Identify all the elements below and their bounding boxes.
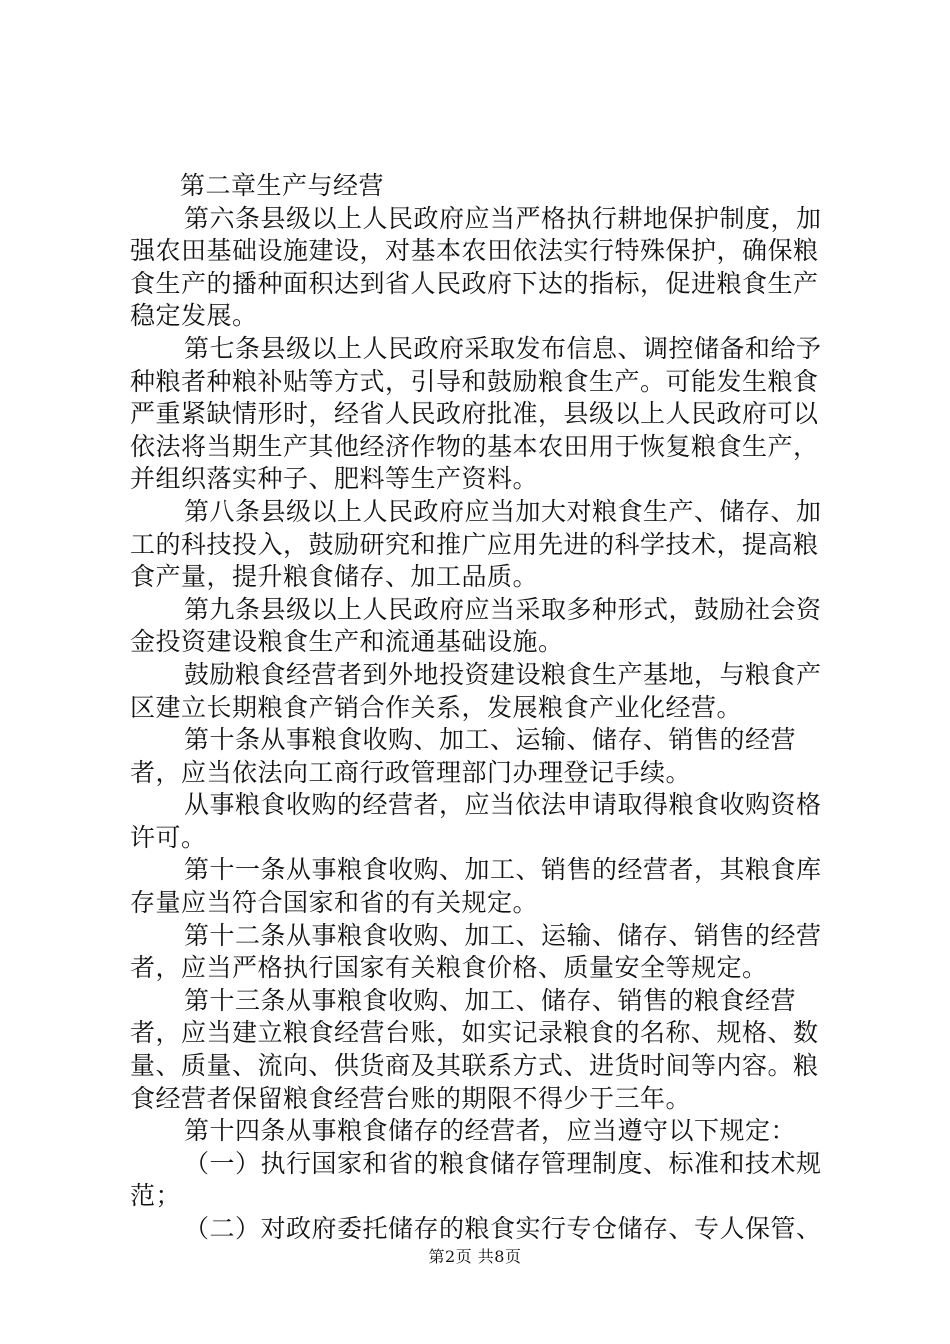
list-item: （二）对政府委托储存的粮食实行专仓储存、专人保管、 <box>184 1214 822 1243</box>
paragraph: 第十三条从事粮食收购、加工、储存、销售的粮食经营者，应当建立粮食经营台账，如实记录粮食的名称、规格、数量、质量、流向、供货商及其联系方式、进货时间等内容。粮食经营者保留粮食经营台账的期限不得少于三年。 <box>130 985 819 1113</box>
paragraph: 从事粮食收购的经营者，应当依法申请取得粮食收购资格许可。 <box>130 790 822 852</box>
paragraph: 第六条县级以上人民政府应当严格执行耕地保护制度，加强农田基础设施建设，对基本农田依法实行特殊保护，确保粮食生产的播种面积达到省人民政府下达的指标，促进粮食生产稳定发展。 <box>130 203 822 331</box>
page-indicator: 第2页 共8页 <box>428 1247 522 1266</box>
page-footer <box>0 1244 950 1267</box>
list-item: （一）执行国家和省的粮食储存管理制度、标准和技术规范； <box>130 1148 822 1211</box>
chapter-title: 第二章生产与经营 <box>180 171 385 200</box>
paragraph: 第八条县级以上人民政府应当加大对粮食生产、储存、加工的科技投入，鼓励研究和推广应用先进的科学技术，提高粮食产量，提升粮食储存、加工品质。 <box>130 496 822 592</box>
paragraph: 第十一条从事粮食收购、加工、销售的经营者，其粮食库存量应当符合国家和省的有关规定。 <box>130 855 822 918</box>
paragraph: 第十二条从事粮食收购、加工、运输、储存、销售的经营者，应当严格执行国家有关粮食价格、质量安全等规定。 <box>130 920 822 983</box>
paragraph: 第七条县级以上人民政府采取发布信息、调控储备和给予种粮者种粮补贴等方式，引导和鼓励粮食生产。可能发生粮食严重紧缺情形时，经省人民政府批准，县级以上人民政府可以依法将当期生产其他经济作物的基本农田用于恢复粮食生产，并组织落实种子、肥料等生产资料。 <box>130 333 822 494</box>
document-body <box>130 170 830 1246</box>
paragraph: 第十四条从事粮食储存的经营者，应当遵守以下规定： <box>184 1116 797 1146</box>
paragraph: 第九条县级以上人民政府应当采取多种形式，鼓励社会资金投资建设粮食生产和流通基础设施。 <box>130 594 822 657</box>
paragraph: 第十条从事粮食收购、加工、运输、储存、销售的经营者，应当依法向工商行政管理部门办理登记手续。 <box>130 725 797 787</box>
paragraph: 鼓励粮食经营者到外地投资建设粮食生产基地，与粮食产区建立长期粮食产销合作关系，发展粮食产业化经营。 <box>130 659 822 722</box>
